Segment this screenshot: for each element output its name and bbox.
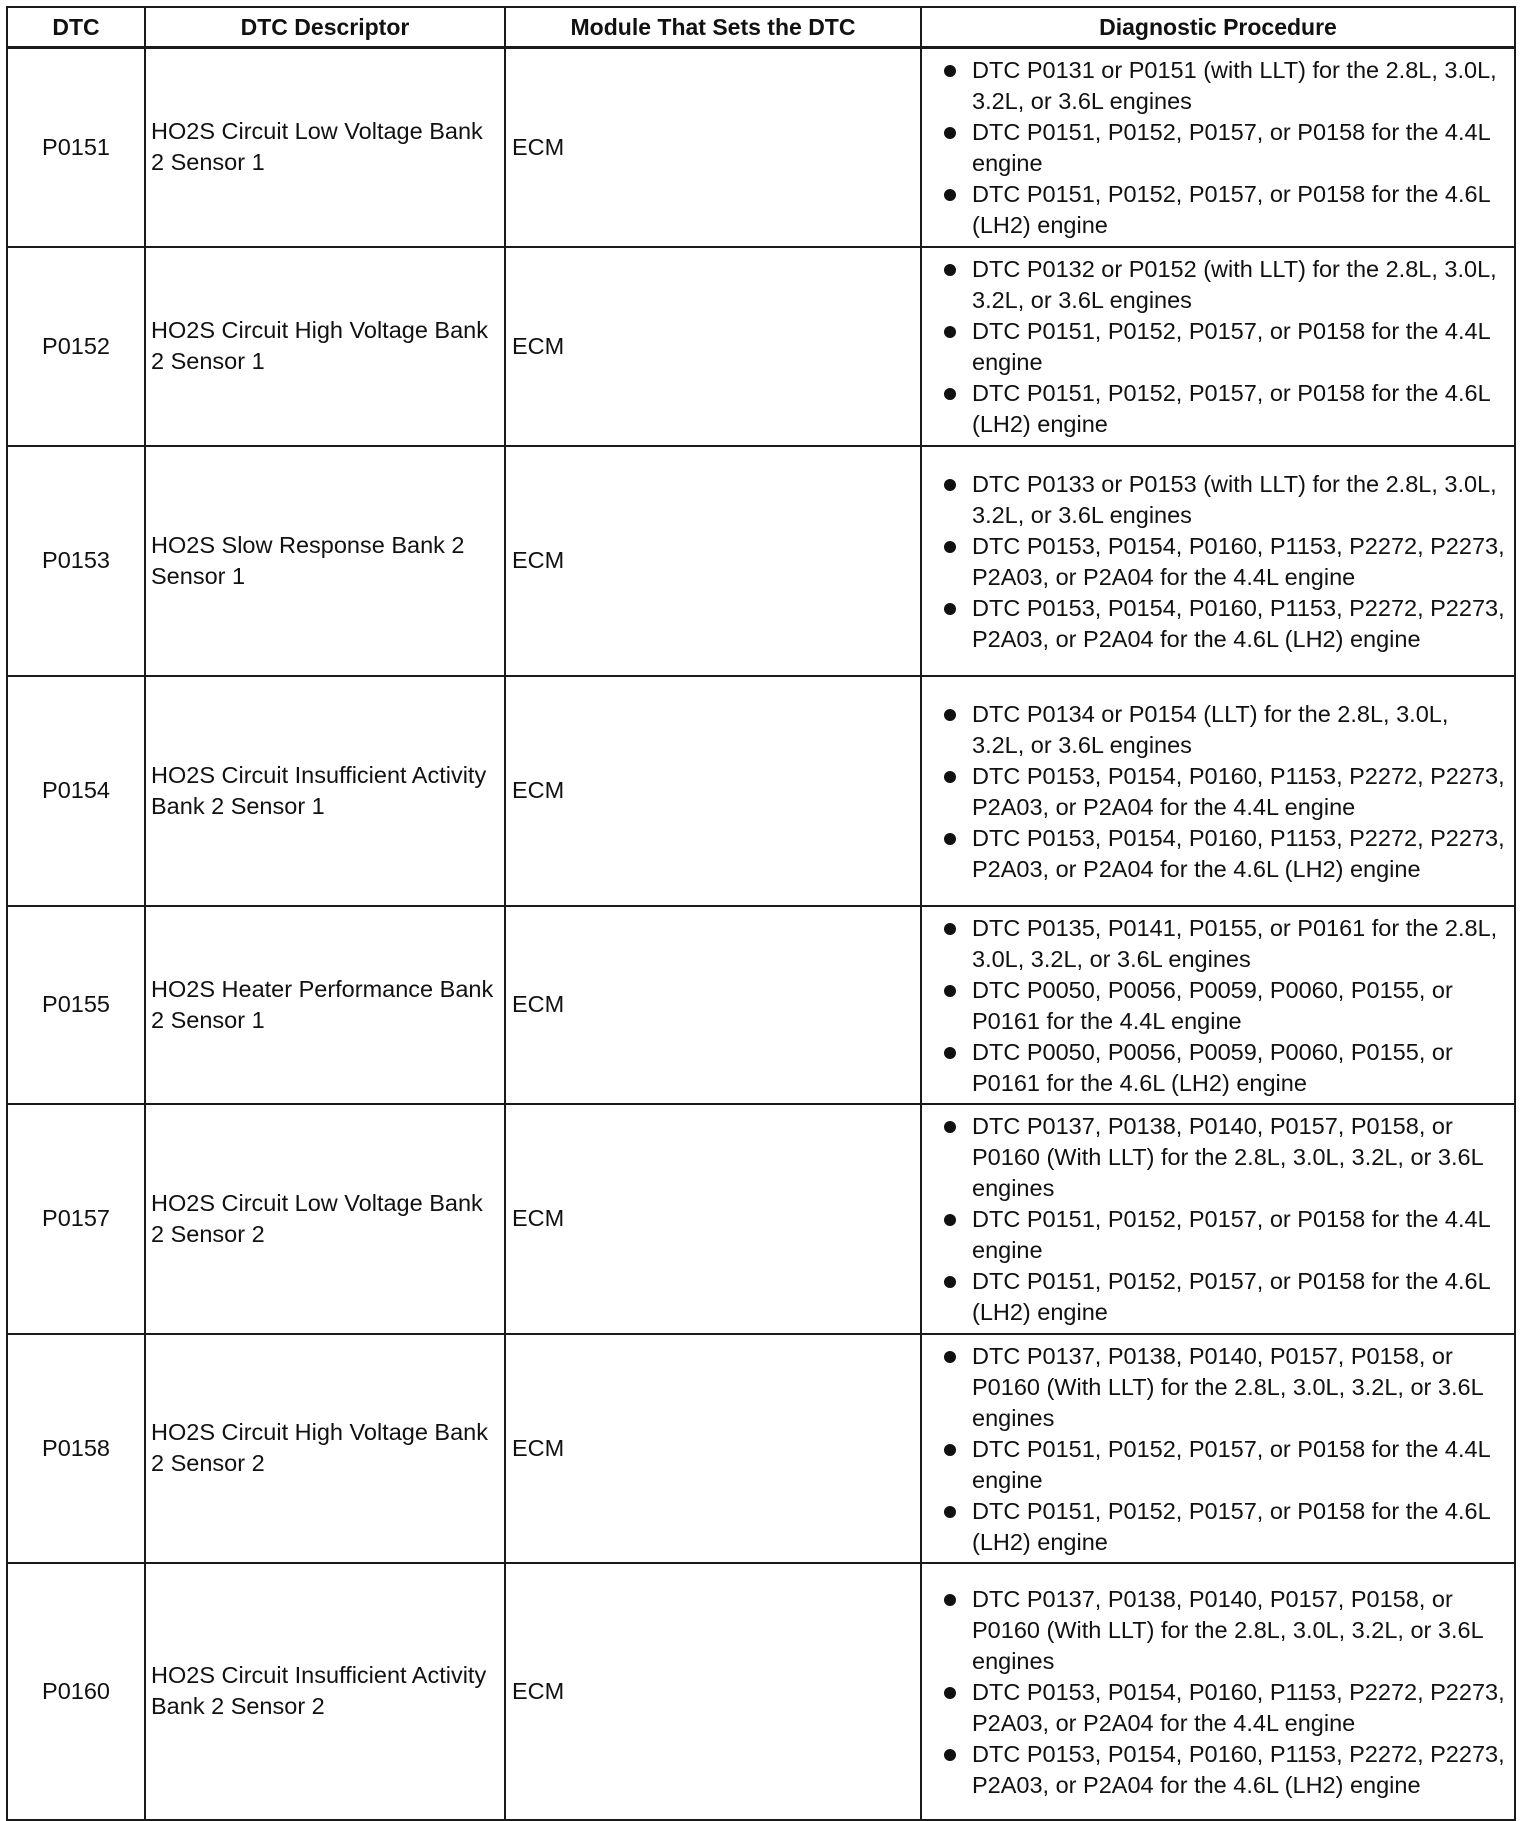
dtc-descriptor: HO2S Circuit Insufficient Activity Bank 2 Sensor 1	[145, 676, 505, 906]
diagnostic-procedure-cell	[921, 1334, 1515, 1563]
module-name: ECM	[505, 446, 921, 676]
header-dtc-descriptor: DTC Descriptor	[145, 7, 505, 48]
bullet-icon	[944, 771, 956, 783]
diagnostic-procedure-cell	[921, 247, 1515, 446]
procedure-item	[938, 179, 1506, 241]
procedure-text: DTC P0151, P0152, P0157, or P0158 for the 4.6L (LH2) engine	[972, 380, 1490, 437]
procedure-item	[938, 55, 1506, 117]
procedure-text: DTC P0131 or P0151 (with LLT) for the 2.8L, 3.0L, 3.2L, or 3.6L engines	[972, 57, 1497, 115]
module-name: ECM	[505, 676, 921, 906]
module-name: ECM	[505, 1104, 921, 1334]
procedure-item	[938, 1434, 1506, 1496]
diagnostic-procedure-cell	[921, 906, 1515, 1104]
procedure-text: DTC P0135, P0141, P0155, or P0161 for the 2.8L, 3.0L, 3.2L, or 3.6L engines	[972, 914, 1498, 972]
table-header-row	[7, 7, 1515, 48]
module-name: ECM	[505, 1563, 921, 1820]
diagnostic-procedure-cell	[921, 446, 1515, 676]
bullet-icon	[944, 541, 956, 553]
procedure-text: DTC P0132 or P0152 (with LLT) for the 2.8L, 3.0L, 3.2L, or 3.6L engines	[972, 256, 1497, 313]
dtc-code: P0153	[7, 446, 145, 676]
procedure-text: DTC P0151, P0152, P0157, or P0158 for the 4.4L engine	[972, 318, 1490, 375]
dtc-code: P0152	[7, 247, 145, 446]
bullet-icon	[944, 479, 956, 491]
procedure-item	[938, 254, 1506, 316]
table-row	[7, 247, 1515, 446]
procedure-list	[938, 469, 1506, 655]
procedure-item	[938, 378, 1506, 440]
procedure-list	[938, 1584, 1506, 1801]
dtc-descriptor: HO2S Slow Response Bank 2 Sensor 1	[145, 446, 505, 676]
procedure-item	[938, 316, 1506, 378]
procedure-text: DTC P0151, P0152, P0157, or P0158 for the 4.4L engine	[972, 119, 1490, 177]
procedure-item	[938, 1739, 1506, 1801]
procedure-item	[938, 1204, 1506, 1266]
header-dtc: DTC	[7, 7, 145, 48]
procedure-list	[938, 913, 1506, 1099]
procedure-text: DTC P0050, P0056, P0059, P0060, P0155, or P0161 for the 4.6L (LH2) engine	[972, 1038, 1453, 1096]
bullet-icon	[944, 709, 956, 721]
bullet-icon	[944, 388, 956, 400]
dtc-descriptor: HO2S Circuit High Voltage Bank 2 Sensor 1	[145, 247, 505, 446]
bullet-icon	[944, 985, 956, 997]
header-diagnostic-procedure: Diagnostic Procedure	[921, 7, 1515, 48]
bullet-icon	[944, 326, 956, 338]
bullet-icon	[944, 1749, 956, 1761]
procedure-item	[938, 1341, 1506, 1434]
bullet-icon	[944, 1506, 956, 1518]
bullet-icon	[944, 1444, 956, 1456]
procedure-text: DTC P0153, P0154, P0160, P1153, P2272, P2273, P2A03, or P2A04 for the 4.4L engine	[972, 532, 1505, 590]
bullet-icon	[944, 923, 956, 935]
procedure-text: DTC P0050, P0056, P0059, P0060, P0155, or P0161 for the 4.4L engine	[972, 976, 1453, 1034]
procedure-item	[938, 1266, 1506, 1328]
procedure-item	[938, 913, 1506, 975]
dtc-descriptor: HO2S Circuit Insufficient Activity Bank 2 Sensor 2	[145, 1563, 505, 1820]
procedure-text: DTC P0153, P0154, P0160, P1153, P2272, P2273, P2A03, or P2A04 for the 4.4L engine	[972, 1678, 1505, 1736]
table-row	[7, 1334, 1515, 1563]
procedure-list	[938, 1111, 1506, 1328]
procedure-list	[938, 254, 1506, 440]
dtc-code: P0158	[7, 1334, 145, 1563]
dtc-descriptor: HO2S Circuit Low Voltage Bank 2 Sensor 1	[145, 48, 505, 247]
dtc-code: P0151	[7, 48, 145, 247]
bullet-icon	[944, 1121, 956, 1133]
module-name: ECM	[505, 906, 921, 1104]
module-name: ECM	[505, 1334, 921, 1563]
bullet-icon	[944, 1594, 956, 1606]
dtc-code: P0157	[7, 1104, 145, 1334]
procedure-item	[938, 593, 1506, 655]
procedure-item	[938, 531, 1506, 593]
bullet-icon	[944, 603, 956, 615]
procedure-text: DTC P0137, P0138, P0140, P0157, P0158, or P0160 (With LLT) for the 2.8L, 3.0L, 3.2L, or 3.6L engines	[972, 1113, 1483, 1201]
procedure-text: DTC P0153, P0154, P0160, P1153, P2272, P2273, P2A03, or P2A04 for the 4.6L (LH2) engine	[972, 824, 1505, 882]
dtc-descriptor: HO2S Circuit Low Voltage Bank 2 Sensor 2	[145, 1104, 505, 1334]
procedure-text: DTC P0153, P0154, P0160, P1153, P2272, P2273, P2A03, or P2A04 for the 4.4L engine	[972, 762, 1505, 820]
bullet-icon	[944, 1351, 956, 1363]
header-module: Module That Sets the DTC	[505, 7, 921, 48]
procedure-list	[938, 699, 1506, 885]
diagnostic-procedure-cell	[921, 676, 1515, 906]
procedure-item	[938, 823, 1506, 885]
dtc-descriptor: HO2S Heater Performance Bank 2 Sensor 1	[145, 906, 505, 1104]
procedure-item	[938, 1111, 1506, 1204]
procedure-item	[938, 975, 1506, 1037]
procedure-item	[938, 699, 1506, 761]
procedure-text: DTC P0151, P0152, P0157, or P0158 for the 4.4L engine	[972, 1435, 1490, 1493]
dtc-code: P0154	[7, 676, 145, 906]
procedure-item	[938, 1584, 1506, 1677]
procedure-text: DTC P0151, P0152, P0157, or P0158 for the 4.6L (LH2) engine	[972, 1497, 1490, 1555]
procedure-text: DTC P0133 or P0153 (with LLT) for the 2.8L, 3.0L, 3.2L, or 3.6L engines	[972, 470, 1497, 528]
table-row	[7, 446, 1515, 676]
table-row	[7, 48, 1515, 247]
module-name: ECM	[505, 247, 921, 446]
bullet-icon	[944, 264, 956, 276]
table-row	[7, 906, 1515, 1104]
procedure-list	[938, 55, 1506, 241]
diagnostic-procedure-cell	[921, 1104, 1515, 1334]
procedure-text: DTC P0137, P0138, P0140, P0157, P0158, or P0160 (With LLT) for the 2.8L, 3.0L, 3.2L, or 3.6L engines	[972, 1342, 1483, 1431]
procedure-item	[938, 761, 1506, 823]
bullet-icon	[944, 1214, 956, 1226]
procedure-text: DTC P0153, P0154, P0160, P1153, P2272, P2273, P2A03, or P2A04 for the 4.6L (LH2) engine	[972, 1740, 1505, 1798]
procedure-item	[938, 1037, 1506, 1099]
diagnostic-procedure-cell	[921, 1563, 1515, 1820]
table-row	[7, 1104, 1515, 1334]
procedure-item	[938, 1496, 1506, 1558]
procedure-text: DTC P0137, P0138, P0140, P0157, P0158, or P0160 (With LLT) for the 2.8L, 3.0L, 3.2L, or 3.6L engines	[972, 1585, 1483, 1674]
procedure-text: DTC P0151, P0152, P0157, or P0158 for the 4.6L (LH2) engine	[972, 1268, 1490, 1325]
procedure-text: DTC P0153, P0154, P0160, P1153, P2272, P2273, P2A03, or P2A04 for the 4.6L (LH2) engine	[972, 594, 1505, 652]
bullet-icon	[944, 127, 956, 139]
procedure-text: DTC P0151, P0152, P0157, or P0158 for the 4.6L (LH2) engine	[972, 181, 1490, 239]
bullet-icon	[944, 1687, 956, 1699]
procedure-text: DTC P0151, P0152, P0157, or P0158 for the 4.4L engine	[972, 1206, 1490, 1263]
table-row	[7, 676, 1515, 906]
procedure-item	[938, 469, 1506, 531]
dtc-descriptor: HO2S Circuit High Voltage Bank 2 Sensor 2	[145, 1334, 505, 1563]
procedure-item	[938, 1677, 1506, 1739]
procedure-item	[938, 117, 1506, 179]
bullet-icon	[944, 1276, 956, 1288]
bullet-icon	[944, 833, 956, 845]
dtc-table	[6, 6, 1516, 1821]
diagnostic-procedure-cell	[921, 48, 1515, 247]
module-name: ECM	[505, 48, 921, 247]
procedure-list	[938, 1341, 1506, 1558]
procedure-text: DTC P0134 or P0154 (LLT) for the 2.8L, 3.0L, 3.2L, or 3.6L engines	[972, 700, 1449, 758]
dtc-code: P0160	[7, 1563, 145, 1820]
bullet-icon	[944, 1047, 956, 1059]
table-row	[7, 1563, 1515, 1820]
dtc-code: P0155	[7, 906, 145, 1104]
bullet-icon	[944, 189, 956, 201]
bullet-icon	[944, 65, 956, 77]
